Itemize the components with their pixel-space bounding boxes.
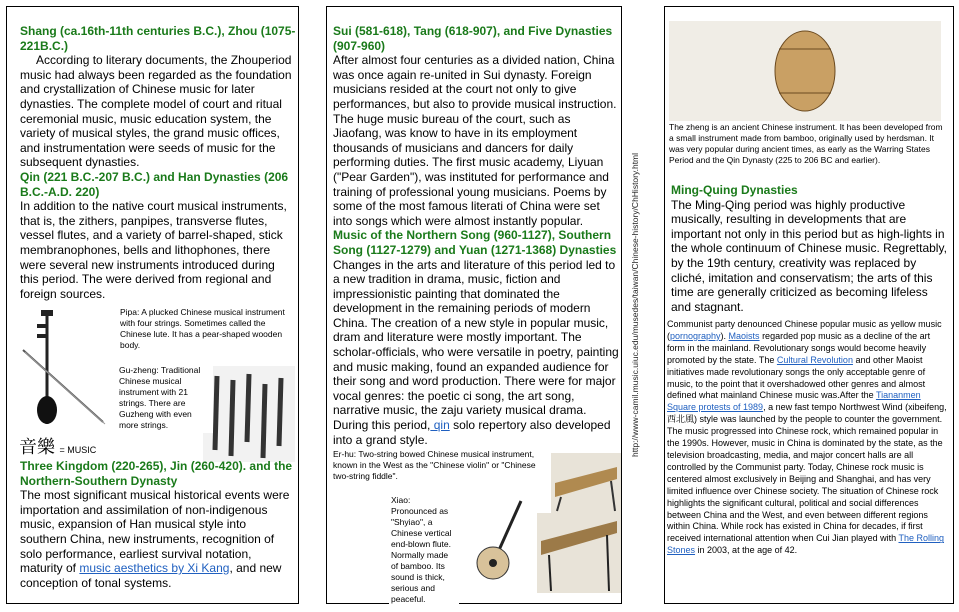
music-equals-text: = MUSIC — [59, 445, 97, 455]
guzheng-image — [203, 366, 295, 462]
xi-kang-link[interactable]: music aesthetics by Xi Kang — [79, 561, 230, 576]
communist-text-c: regarded pop music as a decline of the art form in the mainland. Revolutionary songs would become heavily promoted by the state. The — [667, 330, 931, 365]
vertical-url-text: http://www-camil.music.uiuc.edu/musedes/taiwan/Chinese-history/ChHistory.html — [630, 152, 640, 458]
communist-text-d: and other Maoist initiatives made revolutionary songs the only acceptable genre of music, to the point that it overshadowed other genres and almost defined what mainland Chinese music was.After the — [667, 354, 926, 401]
cultural-revolution-link[interactable]: Cultural Revolution — [776, 354, 853, 365]
communist-text-a: Communist party denounced Chinese popular music as yellow music ( — [667, 319, 942, 341]
zheng-caption: The zheng is an ancient Chinese instrument. It has been developed from a small instrument made from bamboo, originally used by herdsman. It was very popular during ancient times, as early as the Warring States Period and the Qin Dynasty (225 to 206 BC and earlier). — [669, 122, 943, 165]
shang-heading: Shang (ca.16th-11th centuries B.C.), Zhou (1075-221B.C.) — [20, 24, 296, 53]
qin-heading: Qin (221 B.C.-207 B.C.) and Han Dynasties (206 B.C.-A.D. 220) — [20, 169, 289, 199]
ruan-image — [475, 497, 533, 587]
three-kingdom-heading: Three Kingdom (220-265), Jin (260-420). and the Northern-Southern Dynasty — [20, 459, 293, 488]
three-kingdom-section — [20, 459, 296, 590]
ming-section — [671, 183, 947, 314]
sui-body: After almost four centuries as a divided nation, China was once again re-united in Sui dynasty. Foreign musicians resided at the court not only to give performances, but also to provide musical instruction. The huge music bureau of the court, such as Jiaofang, was know to have in its employment thousands of musicians and dancers for daily performing duties. The first music academy, Liyuan ("Pear Garden"), was instituted for performance and training of professional young musicians. Poems by some of the most famous literati of China were set into songs which were almost instantly popular. — [333, 53, 617, 228]
rolling-stones-link[interactable]: The Rolling Stones — [667, 533, 945, 556]
zheng-photo — [669, 21, 941, 121]
song-text-a: Changes in the arts and literature of this period led to a new tradition in drama, music, fiction and impressionistic painting that dominated the development in the remaining periods of modern China. The creation of a new style in popular music, dram and literature were mostly important. The scholar-officials, who were versatile in poetry, painting and music making, found an expanded audience for their song and word production. There were for major vocal genres: the poetic ci song, the art song, narrative music, the zaju variety musical drama. During this period, — [333, 257, 619, 433]
three-kingdom-text-b: , and new conception of tonal systems. — [20, 561, 282, 590]
guzheng-caption: Gu-zheng: Traditional Chinese musical instrument with 21 strings. There are Guzheng with even more strings. — [115, 363, 213, 433]
qin-link[interactable]: qin — [430, 418, 450, 433]
erhu-caption: Er-hu: Two-string bowed Chinese musical instrument, known in the West as the "Chinese violin" or "Chinese two-string fiddle". — [333, 449, 536, 481]
vertical-url — [625, 6, 645, 604]
pornography-link[interactable]: pornography — [670, 330, 721, 341]
song-heading: Music of the Northern Song (960-1127), Southern Song (1127-1279) and Yuan (1271-1368) Dynasties — [333, 228, 617, 257]
song-text-b: solo repertory also developed into a grand style. — [333, 418, 611, 447]
communist-text-e: , a new fast tempo Northwest Wind (xibeifeng, 西北風) style was launched by the people to counter the government. The music progressed into Chinese rock, which remained popular in the 1990s. However, music in China is dominated by the state, as the television broadcasting, media, and major concert halls are all controlled by the Communist party. Today, Chinese rock music is centered almost exclusively in Beijing and Shanghai, and has very limited influence over Chinese society. The situation of Chinese rock highlights the significant cultural, political and social differences between China and the West, and even between different regions within China. While rock has existed in China for decades, if first received international attention when Cui Jian played with — [667, 402, 947, 544]
three-kingdom-body — [20, 488, 296, 590]
music-chinese-chars: 音樂 — [19, 437, 55, 458]
ming-heading: Ming-Quing Dynasties — [671, 183, 798, 197]
panel-modern-era — [664, 6, 954, 604]
communist-text-b: ). — [720, 330, 729, 341]
maoists-link[interactable]: Maoists — [728, 330, 760, 341]
erhu-image — [17, 304, 115, 434]
shang-body: According to literary documents, the Zhouperiod music had always been regarded as the foundation and crystallization of Chinese music for later dynasties. The complete model of court and ritual ceremonial music, music education system, the variety of musical styles, the grand music offices, and instrumentation were seeds of music for the subsequent dynasties. — [20, 53, 292, 170]
song-body — [333, 258, 621, 448]
panel-middle-dynasties — [326, 6, 622, 604]
communist-section — [667, 319, 947, 557]
xiao-caption: Xiao: Pronounced as "Shyiao", a Chinese vertical end-blown flute. Normally made of bamboo. Its sound is thick, serious and peaceful. — [389, 493, 459, 607]
sui-heading: Sui (581-618), Tang (618-907), and Five Dynasties (907-960) — [333, 24, 613, 53]
qin-body: In addition to the native court musical instruments, that is, the zithers, panpipes, transverse flutes, vessel flutes, and a variety of barrel-shaped, stick membranophones, bells and lithophones, there were several new instruments introduced during this period. The were derived from regional and foreign sources. — [20, 199, 287, 301]
tiananmen-link[interactable]: Tiananmen Square protests of 1989 — [667, 390, 921, 413]
communist-text-f: in 2003, at the age of 42. — [695, 545, 798, 556]
panel-ancient-dynasties — [6, 6, 299, 604]
three-kingdom-text-a: The most significant musical historical events were importation and assimilation of non-indigenous music, expansion of Han musical style into southern China, new instruments, recognition of solo performance, earliest survival notation, maturity of — [20, 488, 290, 576]
pipa-caption: Pipa: A plucked Chinese musical instrument with four strings. Sometimes called the Chinese lute. It has a pear-shaped wooden body. — [115, 304, 293, 360]
music-label — [19, 433, 96, 459]
ming-body: The Ming-Qing period was highly productive musically, resulting in developments that are important not only in this period but as high-lights in the whole continuum of Chinese music. Regrettably, by the 19th century, creativity was replaced by cliché, imitation and conservatism; the arts of this time are generally criticized as becoming lifeless and stagnant. — [671, 197, 947, 314]
guzheng-photo — [551, 453, 621, 513]
guzheng-stand-photo — [537, 513, 621, 593]
sui-section — [333, 24, 621, 447]
